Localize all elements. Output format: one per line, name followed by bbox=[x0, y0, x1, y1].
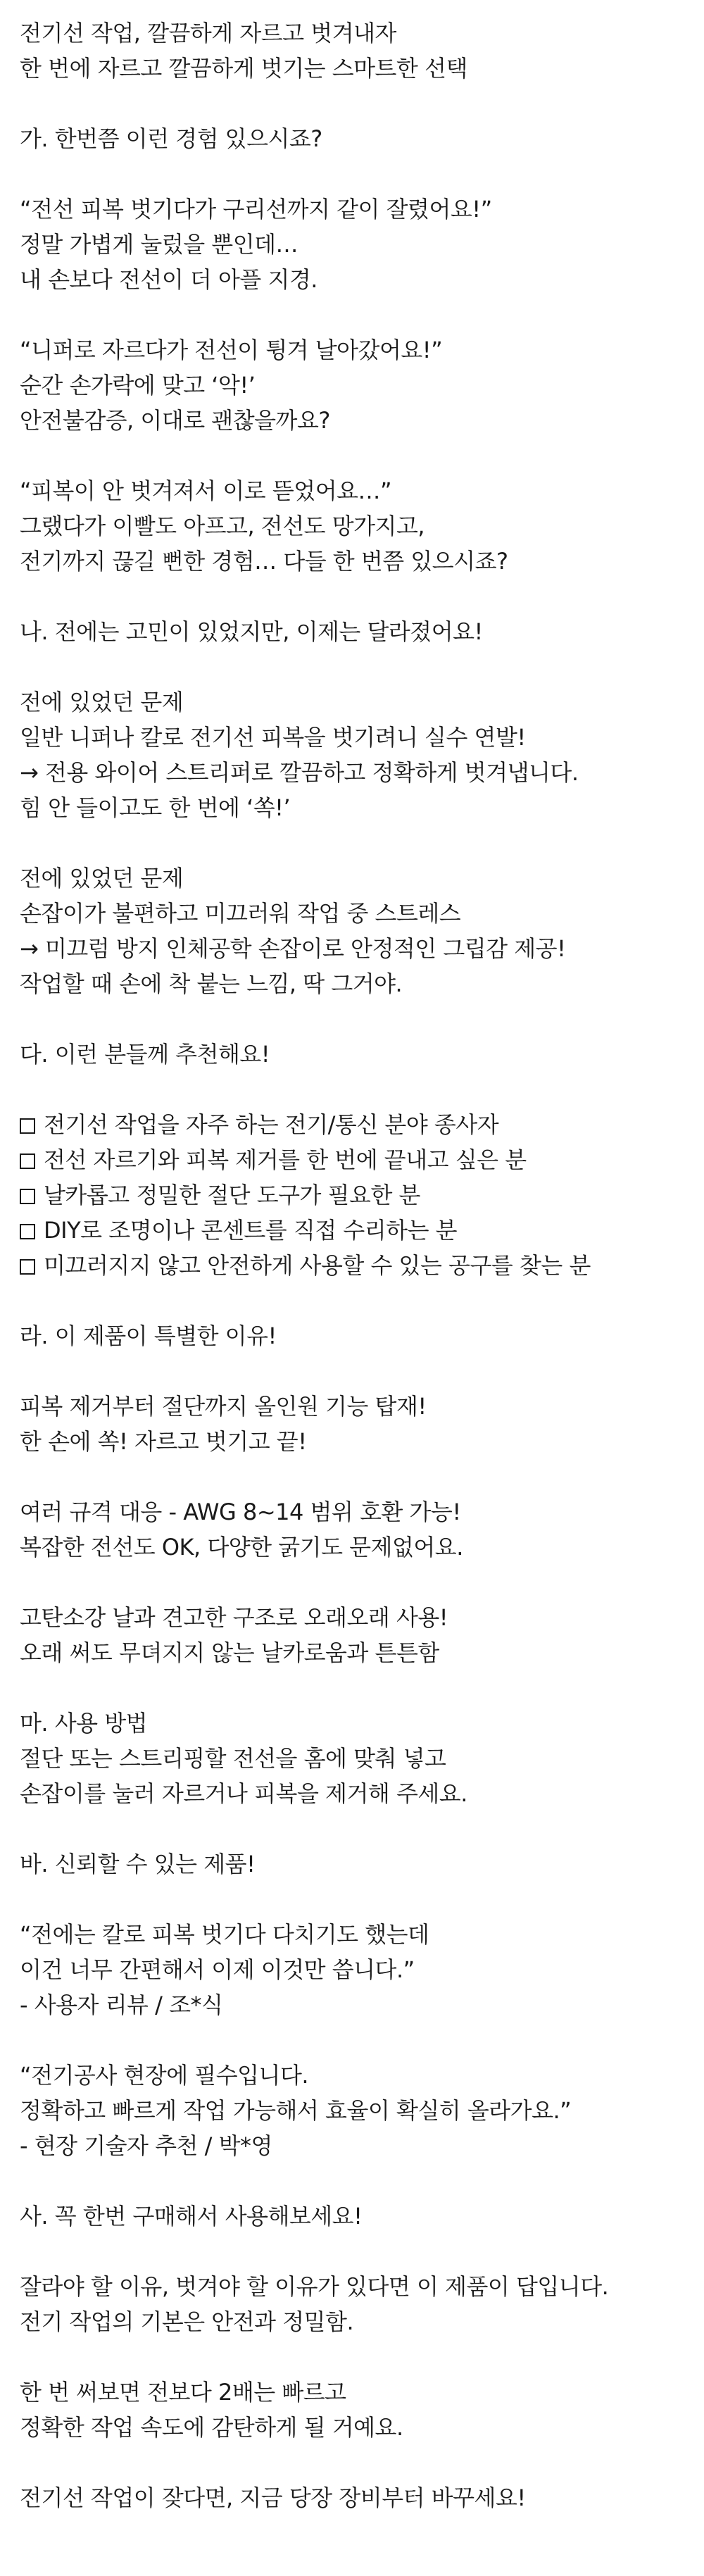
review-quote: 정확하고 빠르게 작업 가능해서 효율이 확실히 올라가요.” bbox=[20, 2097, 572, 2124]
spacer bbox=[20, 86, 689, 121]
spacer bbox=[20, 1072, 689, 1107]
spacer bbox=[20, 2445, 689, 2480]
checkbox-icon bbox=[20, 1189, 35, 1204]
review-author: - 사용자 리뷰 / 조*식 bbox=[20, 1992, 223, 2018]
intro-title: 전기선 작업, 깔끔하게 자르고 벗겨내자 bbox=[20, 20, 396, 46]
recommend-item-label: 전기선 작업을 자주 하는 전기/통신 분야 종사자 bbox=[44, 1111, 499, 1138]
review-quote: “전에는 칼로 피복 벗기다 다치기도 했는데 bbox=[20, 1921, 429, 1948]
recommend-item bbox=[20, 1248, 689, 1283]
recommend-item-label: 전선 자르기와 피복 제거를 한 번에 끝내고 싶은 분 bbox=[44, 1146, 527, 1173]
section-c-heading: 다. 이런 분들께 추천해요! bbox=[20, 1041, 270, 1068]
recommend-item bbox=[20, 1142, 689, 1177]
closing-line: 잘라야 할 이유, 벗겨야 할 이유가 있다면 이 제품이 답입니다. bbox=[20, 2273, 609, 2300]
solution-line: → 전용 와이어 스트리퍼로 깔끔하고 정확하게 벗겨냅니다. bbox=[20, 759, 579, 786]
spacer bbox=[20, 156, 689, 192]
spacer bbox=[20, 1565, 689, 1600]
checkbox-icon bbox=[20, 1153, 35, 1169]
section-d-heading: 라. 이 제품이 특별한 이유! bbox=[20, 1323, 277, 1349]
usage-line: 절단 또는 스트리핑할 전선을 홈에 맞춰 넣고 bbox=[20, 1745, 446, 1772]
closing-call-to-action: 전기선 작업이 잦다면, 지금 당장 장비부터 바꾸세요! bbox=[20, 2484, 526, 2511]
reason-line: 한 손에 쏙! 자르고 벗기고 끝! bbox=[20, 1428, 307, 1455]
checkbox-icon bbox=[20, 1259, 35, 1275]
story-line: 안전불감증, 이대로 괜찮을까요? bbox=[20, 407, 330, 434]
spacer bbox=[20, 1882, 689, 1917]
section-f-heading: 바. 신뢰할 수 있는 제품! bbox=[20, 1851, 256, 1877]
section-g-heading: 사. 꼭 한번 구매해서 사용해보세요! bbox=[20, 2203, 363, 2230]
solution-line: 작업할 때 손에 착 붙는 느낌, 딱 그거야. bbox=[20, 970, 403, 997]
checkbox-icon bbox=[20, 1118, 35, 1134]
closing-line: 한 번 써보면 전보다 2배는 빠르고 bbox=[20, 2379, 346, 2406]
reason-line: 피복 제거부터 절단까지 올인원 기능 탑재! bbox=[20, 1393, 427, 1420]
closing-line: 전기 작업의 기본은 안전과 정밀함. bbox=[20, 2308, 354, 2335]
closing-line: 정확한 작업 속도에 감탄하게 될 거예요. bbox=[20, 2414, 403, 2441]
recommend-item-label: DIY로 조명이나 콘센트를 직접 수리하는 분 bbox=[44, 1217, 458, 1244]
spacer bbox=[20, 1353, 689, 1389]
intro-subtitle: 한 번에 자르고 깔끔하게 벗기는 스마트한 선택 bbox=[20, 55, 467, 82]
product-description bbox=[20, 15, 689, 2515]
reason-line: 여러 규격 대응 - AWG 8~14 범위 호환 가능! bbox=[20, 1499, 461, 1525]
review-quote: 이건 너무 간편해서 이제 이것만 씁니다.” bbox=[20, 1956, 415, 1983]
spacer bbox=[20, 2163, 689, 2199]
usage-line: 손잡이를 눌러 자르거나 피복을 제거해 주세요. bbox=[20, 1780, 467, 1807]
reason-line: 고탄소강 날과 견고한 구조로 오래오래 사용! bbox=[20, 1604, 448, 1631]
review-quote: “전기공사 현장에 필수입니다. bbox=[20, 2062, 309, 2089]
spacer bbox=[20, 579, 689, 614]
spacer bbox=[20, 2234, 689, 2269]
spacer bbox=[20, 1670, 689, 1706]
story-line: 전기까지 끊길 뻔한 경험… 다들 한 번쯤 있으시죠? bbox=[20, 548, 508, 575]
spacer bbox=[20, 1459, 689, 1494]
recommend-item bbox=[20, 1107, 689, 1142]
story-line: 내 손보다 전선이 더 아플 지경. bbox=[20, 266, 318, 293]
reason-line: 오래 써도 무뎌지지 않는 날카로움과 튼튼함 bbox=[20, 1639, 439, 1666]
problem-line: 손잡이가 불편하고 미끄러워 작업 중 스트레스 bbox=[20, 900, 461, 927]
recommend-item-label: 미끄러지지 않고 안전하게 사용할 수 있는 공구를 찾는 분 bbox=[44, 1252, 591, 1279]
spacer bbox=[20, 2339, 689, 2375]
spacer bbox=[20, 438, 689, 473]
checkbox-icon bbox=[20, 1224, 35, 1239]
review-author: - 현장 기술자 추천 / 박*영 bbox=[20, 2132, 272, 2159]
solution-line: → 미끄럼 방지 인체공학 손잡이로 안정적인 그립감 제공! bbox=[20, 935, 566, 962]
section-e-heading: 마. 사용 방법 bbox=[20, 1710, 148, 1737]
story-line: 순간 손가락에 맞고 ‘악!’ bbox=[20, 372, 256, 399]
section-b-heading: 나. 전에는 고민이 있었지만, 이제는 달라졌어요! bbox=[20, 618, 483, 645]
spacer bbox=[20, 1001, 689, 1037]
solution-line: 힘 안 들이고도 한 번에 ‘쏙!’ bbox=[20, 794, 291, 821]
story-line: 정말 가볍게 눌렀을 뿐인데… bbox=[20, 231, 298, 258]
spacer bbox=[20, 2022, 689, 2058]
spacer bbox=[20, 297, 689, 332]
story-quote: “전선 피복 벗기다가 구리선까지 같이 잘렸어요!” bbox=[20, 196, 492, 223]
section-a-heading: 가. 한번쯤 이런 경험 있으시죠? bbox=[20, 125, 322, 152]
story-quote: “니퍼로 자르다가 전선이 튕겨 날아갔어요!” bbox=[20, 337, 443, 363]
spacer bbox=[20, 1811, 689, 1846]
story-line: 그랬다가 이빨도 아프고, 전선도 망가지고, bbox=[20, 513, 425, 539]
recommend-item bbox=[20, 1177, 689, 1213]
spacer bbox=[20, 649, 689, 684]
recommend-item bbox=[20, 1213, 689, 1248]
story-quote: “피복이 안 벗겨져서 이로 뜯었어요…” bbox=[20, 477, 392, 504]
problem-line: 일반 니퍼나 칼로 전기선 피복을 벗기려니 실수 연발! bbox=[20, 724, 526, 751]
recommend-item-label: 날카롭고 정밀한 절단 도구가 필요한 분 bbox=[44, 1182, 420, 1208]
spacer bbox=[20, 1283, 689, 1318]
problem-label: 전에 있었던 문제 bbox=[20, 865, 184, 892]
reason-line: 복잡한 전선도 OK, 다양한 굵기도 문제없어요. bbox=[20, 1534, 463, 1561]
spacer bbox=[20, 825, 689, 861]
problem-label: 전에 있었던 문제 bbox=[20, 689, 184, 715]
